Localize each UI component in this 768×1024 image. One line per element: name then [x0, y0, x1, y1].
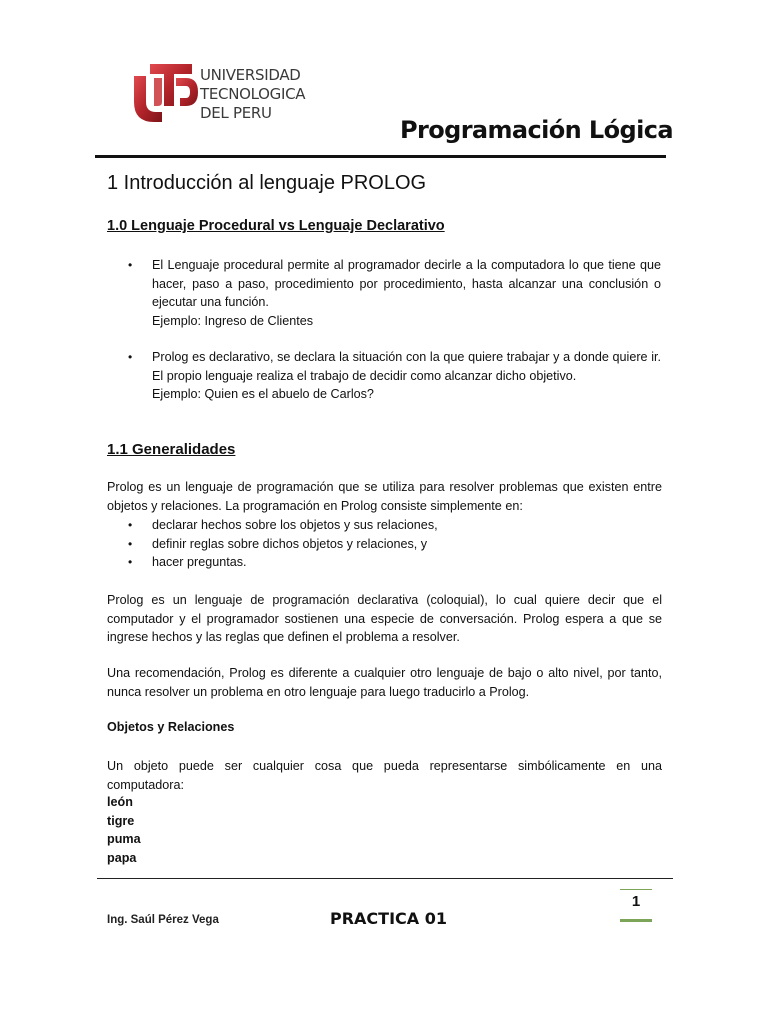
footer-author: Ing. Saúl Pérez Vega	[107, 914, 219, 926]
list-item: puma	[107, 832, 141, 846]
footer-divider	[97, 878, 673, 879]
bullet-icon: •	[128, 555, 133, 569]
page-number: 1	[631, 893, 641, 910]
bullet-example: Ejemplo: Quien es el abuelo de Carlos?	[152, 387, 374, 401]
list-item: león	[107, 795, 133, 809]
logo-line: UNIVERSIDAD	[200, 66, 301, 84]
list-item	[128, 535, 438, 554]
paragraph: Un objeto puede ser cualquier cosa que pueda representarse simbólicamente en una computadora:	[107, 759, 662, 792]
bullet-icon: •	[128, 518, 133, 532]
list-item: papa	[107, 850, 137, 865]
section-heading-1-0: 1.0 Lenguaje Procedural vs Lenguaje Declarativo	[107, 218, 445, 234]
logo-line: TECNOLOGICA	[200, 85, 306, 103]
bullet-item	[152, 348, 661, 404]
bullet-list	[128, 516, 438, 572]
bullet-example: Ejemplo: Ingreso de Clientes	[152, 313, 314, 328]
bullet-icon: •	[128, 350, 133, 364]
list-item-text: definir reglas sobre dichos objetos y relaciones, y	[152, 536, 428, 551]
section-heading-1-1: 1.1 Generalidades	[107, 441, 236, 458]
object-list	[107, 793, 141, 867]
list-item	[128, 516, 438, 535]
list-item-text: hacer preguntas.	[152, 555, 247, 569]
utp-logo-icon	[132, 62, 200, 124]
list-item	[128, 553, 438, 572]
subheading: Objetos y Relaciones	[107, 720, 235, 734]
document-title: Programación Lógica	[400, 116, 673, 144]
bullet-text: Prolog es declarativo, se declara la situación con la que quiere trabajar y a donde quiere ir. El propio lenguaje realiza el trabajo de decidir como alcanzar dicho objetivo.	[152, 350, 661, 383]
bullet-icon: •	[128, 258, 133, 272]
bullet-text: El Lenguaje procedural permite al programador decirle a la computadora lo que tiene que hacer, paso a paso, procedimiento por procedimiento, hasta alcanzar una conclusión o ejecutar una función.	[152, 258, 661, 309]
list-item-text: declarar hechos sobre los objetos y sus relaciones,	[152, 518, 438, 532]
header-divider	[95, 155, 666, 158]
bullet-item	[152, 256, 661, 330]
paragraph: Prolog es un lenguaje de programación que se utiliza para resolver problemas que existen entre objetos y relaciones. La programación en Prolog consiste simplemente en:	[107, 480, 662, 513]
footer-practice-label: PRACTICA 01	[330, 909, 447, 928]
paragraph: Prolog es un lenguaje de programación declarativa (coloquial), lo cual quiere decir que el computador y el programador sostienen una especie de conversación. Prolog espera a que se ingrese hechos y las reglas que definen el problema a resolver.	[107, 593, 662, 644]
page-number-rule	[620, 919, 652, 922]
paragraph: Una recomendación, Prolog es diferente a cualquier otro lenguaje de bajo o alto nivel, por tanto, nunca resolver un problema en otro lenguaje para luego traducirlo a Prolog.	[107, 666, 662, 699]
logo-line: DEL PERU	[200, 104, 272, 122]
section-title: 1 Introducción al lenguaje PROLOG	[107, 172, 427, 194]
university-name	[200, 66, 305, 123]
bullet-icon: •	[128, 536, 133, 551]
list-item: tigre	[107, 813, 135, 828]
page-number-rule	[620, 889, 652, 890]
